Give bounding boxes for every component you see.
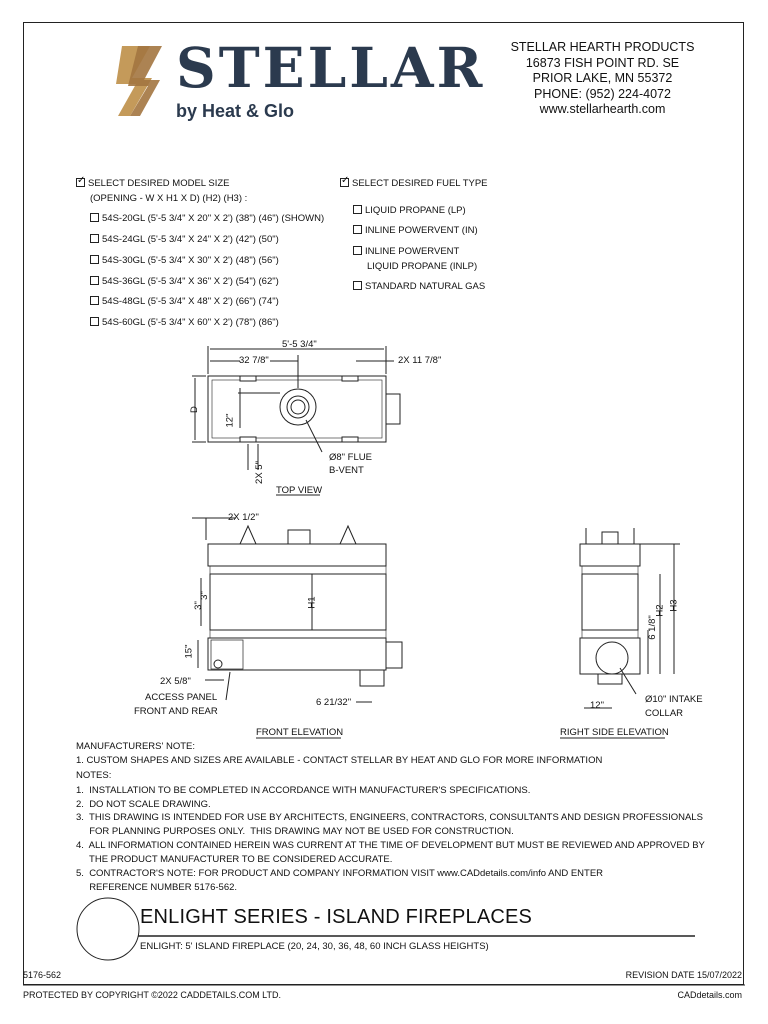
front-elevation-caption: FRONT ELEVATION [256, 727, 344, 738]
mfr-note-1: 1. CUSTOM SHAPES AND SIZES ARE AVAILABLE - CONTACT STELLAR BY HEAT AND GLO FOR MORE INFORMATION [76, 755, 603, 766]
access-panel-label-2: FRONT AND REAR [134, 706, 218, 717]
company-website: www.stellarhearth.com [539, 102, 666, 116]
reference-number: 5176-562 [23, 970, 62, 980]
front-elevation-drawing [192, 518, 402, 702]
flue-label-2: B-VENT [329, 465, 364, 476]
drawing-title: ENLIGHT SERIES - ISLAND FIREPLACES [140, 906, 533, 928]
fuel-option-label: INLINE POWERVENT (IN) [365, 225, 478, 236]
model-option-label: 54S-24GL (5'-5 3/4" X 24" X 2') (42") (50") [102, 234, 279, 245]
company-name: STELLAR HEARTH PRODUCTS [510, 40, 695, 54]
model-option-label: 54S-20GL (5'-5 3/4" X 20" X 2') (38") (46") (SHOWN) [102, 213, 325, 224]
intake-label-2: COLLAR [645, 708, 684, 719]
dim-h1: H1 [306, 596, 318, 609]
copyright: PROTECTED BY COPYRIGHT ©2022 CADDETAILS.COM LTD. [23, 990, 282, 1000]
dim-621: 6 21/32" [316, 697, 352, 708]
top-view-caption: TOP VIEW [276, 485, 323, 496]
fuel-option-label: STANDARD NATURAL GAS [365, 281, 486, 292]
model-option-label: 54S-30GL (5'-5 3/4" X 30" X 2') (48") (56") [102, 255, 279, 266]
logo-subtitle: by Heat & Glo [176, 101, 295, 121]
flue-label: Ø8" FLUE [329, 452, 372, 463]
access-panel-label: ACCESS PANEL [145, 692, 218, 703]
note-line: 2. DO NOT SCALE DRAWING. [76, 799, 211, 810]
caddetails-link[interactable]: CADdetails.com [677, 990, 742, 1000]
note-line: FOR PLANNING PURPOSES ONLY. THIS DRAWING MAY NOT BE USED FOR CONSTRUCTION. [76, 826, 514, 837]
dim-depth: D [188, 406, 200, 413]
dim-h2: H2 [654, 604, 666, 617]
fuel-select-label: SELECT DESIRED FUEL TYPE [352, 178, 488, 189]
note-line: 5. CONTRACTOR'S NOTE: FOR PRODUCT AND COMPANY INFORMATION VISIT www.CADdetails.com/info AND ENTER [76, 868, 604, 879]
logo-wordmark: STELLAR [176, 35, 486, 100]
company-address2: PRIOR LAKE, MN 55372 [532, 71, 673, 85]
dim-618: 6 1/8" [646, 615, 658, 640]
drawing-subtitle: ENLIGHT: 5' ISLAND FIREPLACE (20, 24, 30, 36, 48, 60 INCH GLASS HEIGHTS) [140, 941, 489, 952]
company-phone: PHONE: (952) 224-4072 [534, 86, 671, 101]
company-address1: 16873 FISH POINT RD. SE [525, 55, 680, 70]
dim-3a: 3" [192, 601, 204, 610]
mfr-note-heading: MANUFACTURERS' NOTE: [76, 741, 195, 752]
note-line: 4. ALL INFORMATION CONTAINED HEREIN WAS CURRENT AT THE TIME OF DEVELOPMENT BUT MUST BE REVIEWED AND APPROVED BY [76, 840, 705, 851]
fuel-option-line2: LIQUID PROPANE (INLP) [367, 261, 478, 272]
dim-58: 2X 5/8" [160, 676, 191, 687]
dim-15: 15" [183, 644, 195, 659]
dim-12-top: 12" [224, 413, 236, 428]
side-elevation-drawing [580, 528, 680, 708]
revision-date: REVISION DATE 15/07/2022 [625, 970, 742, 980]
dim-width: 5'-5 3/4" [282, 339, 317, 350]
model-select-subheading: (OPENING - W X H1 X D) (H2) (H3) : [90, 193, 248, 204]
dim-h3: H3 [668, 599, 680, 612]
notes-heading: NOTES: [76, 770, 112, 781]
dim-half: 2X 1/2" [228, 512, 259, 523]
dim-12-side: 12" [590, 700, 604, 711]
model-option-label: 54S-60GL (5'-5 3/4" X 60" X 2') (78") (86") [102, 317, 279, 328]
intake-label: Ø10" INTAKE [645, 694, 703, 705]
dim-left: 32 7/8" [239, 355, 269, 366]
note-line: 3. THIS DRAWING IS INTENDED FOR USE BY ARCHITECTS, ENGINEERS, CONTRACTORS, CONSULTANTS AND DESIGN PROFESSIONALS [76, 812, 703, 823]
dim-right: 2X 11 7/8" [398, 355, 442, 366]
dim-5: 2X 5" [253, 461, 265, 484]
model-option-label: 54S-48GL (5'-5 3/4" X 48" X 2') (66") (74") [102, 296, 279, 307]
note-line: REFERENCE NUMBER 5176-562. [76, 882, 238, 893]
model-option-label: 54S-36GL (5'-5 3/4" X 36" X 2') (54") (62") [102, 276, 279, 287]
note-line: 1. INSTALLATION TO BE COMPLETED IN ACCORDANCE WITH MANUFACTURER'S SPECIFICATIONS. [76, 785, 531, 796]
fuel-option-label: INLINE POWERVENT [365, 246, 460, 257]
dim-3b: 3" [198, 591, 210, 600]
model-select-label: SELECT DESIRED MODEL SIZE [88, 178, 230, 189]
side-elevation-caption: RIGHT SIDE ELEVATION [560, 727, 669, 738]
fuel-option-label: LIQUID PROPANE (LP) [365, 205, 466, 216]
note-line: THE PRODUCT MANUFACTURER TO BE CONSIDERED ACCURATE. [76, 854, 393, 865]
